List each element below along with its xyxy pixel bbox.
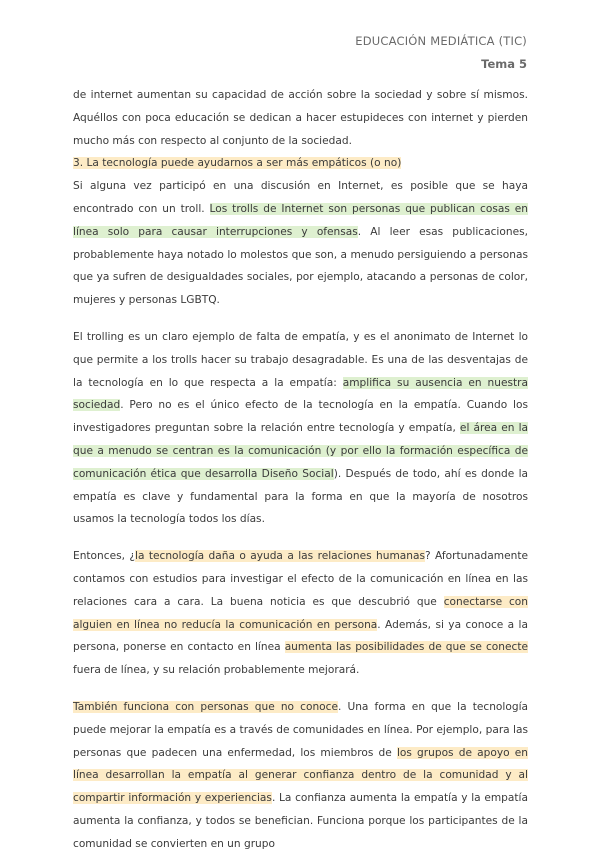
text-segment: ). Después de todo, ahí es donde la empatía es clave y fundamental para la forma en que la mayoría de nosotros usamos la tecnología todos los días.: [73, 467, 528, 526]
section-heading: [73, 152, 528, 175]
text-segment: El trolling es un claro ejemplo de falta de empatía, y es el anonimato de Internet lo que permite a los trolls hacer su trabajo desagradable. Es una de las desventajas de la tecnología en lo que respecta a la empatía:: [73, 330, 528, 389]
highlight-yellow: la tecnología daña o ayuda a las relaciones humanas: [135, 550, 426, 563]
paragraph-relations: [73, 545, 528, 682]
paragraph-trolls: [73, 175, 528, 312]
highlight-green: el área en la que a menudo se centran es la comunicación (y por ello la formación específica de comunicación ética que desarrolla Diseño Social: [73, 422, 528, 480]
paragraph-intro-continuation: [73, 84, 528, 152]
highlight-yellow: 3. La tecnología puede ayudarnos a ser más empáticos (o no): [73, 157, 402, 170]
highlight-yellow: conectarse con alguien en línea no reducía la comunicación en persona: [73, 595, 528, 631]
paragraph-trolling: [73, 326, 528, 531]
text-segment: fuera de línea, y su relación probablemente mejorará.: [73, 664, 360, 677]
topic-label: Tema 5: [481, 57, 527, 71]
page-header: [355, 34, 527, 71]
paragraph-communities: [73, 696, 528, 856]
text-segment: Si alguna vez participó en una discusión en Internet, es posible que se haya encontrado con un troll.: [73, 180, 528, 215]
text-segment: ? Afortunadamente contamos con estudios para investigar el efecto de la comunicación en línea en las relaciones cara a cara. La buena noticia es que descubrió que: [73, 550, 528, 608]
course-title: EDUCACIÓN MEDIÁTICA (TIC): [355, 34, 527, 48]
text-segment: . Además, si ya conoce a la persona, ponerse en contacto en línea: [73, 618, 528, 654]
text-segment: de internet aumentan su capacidad de acción sobre la sociedad y sobre sí mismos. Aquéllos con poca educación se dedican a hacer estupideces con internet y pierden mucho más con respecto al conjunto de la sociedad.: [73, 89, 528, 147]
highlight-yellow: los grupos de apoyo en línea desarrollan la empatía al generar confianza dentro de la comunidad y al compartir información y experiencias: [73, 746, 528, 805]
text-segment: Entonces, ¿: [73, 550, 136, 563]
text-segment: . La confianza aumenta la empatía y la empatía aumenta la confianza, y todos se benefician. Funciona porque los participantes de la comunidad se convierten en un grupo: [73, 792, 528, 850]
text-segment: . Una forma en que la tecnología puede mejorar la empatía es a través de comunidades en línea. Por ejemplo, para las personas que padecen una enfermedad, los miembros de: [73, 700, 528, 759]
highlight-green: amplifica su ausencia en nuestra sociedad: [73, 376, 528, 412]
highlight-yellow: También funciona con personas que no conoce: [73, 700, 338, 713]
text-segment: . Pero no es el único efecto de la tecnología en la empatía. Cuando los investigadores preguntan sobre la relación entre tecnología y empatía,: [73, 399, 528, 435]
document-body: [73, 84, 528, 856]
highlight-yellow: aumenta las posibilidades de que se conecte: [284, 641, 528, 654]
highlight-green: Los trolls de Internet son personas que publican cosas en línea solo para causar interrupciones y ofensas: [73, 202, 529, 238]
text-segment: . Al leer esas publicaciones, probablemente haya notado lo molestos que son, a menudo persiguiendo a personas que ya sufren de desigualdades sociales, por ejemplo, atacando a personas de color, mujeres y personas LGBTQ.: [73, 225, 528, 307]
